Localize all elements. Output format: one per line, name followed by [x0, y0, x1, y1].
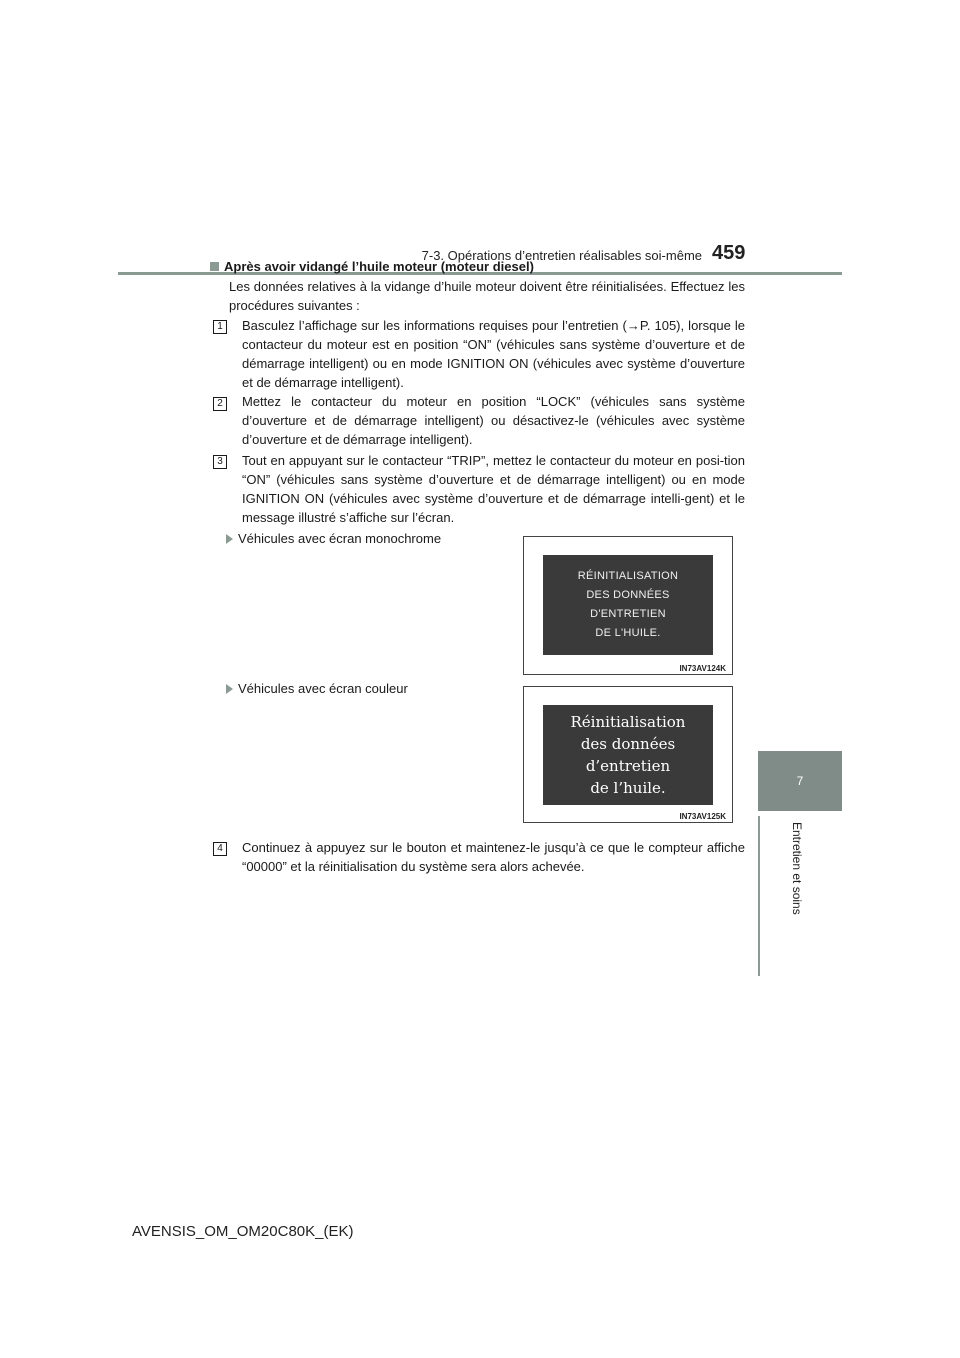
chapter-divider [758, 816, 760, 976]
screen-line: DE L'HUILE. [595, 627, 661, 639]
step-number-1: 1 [213, 320, 227, 334]
variant-label: Véhicules avec écran monochrome [238, 531, 442, 546]
triangle-bullet-icon [226, 684, 233, 694]
monochrome-display-figure [523, 536, 733, 675]
chapter-label: Entretien et soins [790, 822, 804, 915]
section-heading [210, 259, 534, 274]
section-heading-text: Après avoir vidangé l’huile moteur (moteur diesel) [224, 259, 534, 274]
intro-paragraph: Les données relatives à la vidange d’huile moteur doivent être réinitialisées. Effectuez les procédures suivantes : [229, 279, 745, 313]
step-number-2: 2 [213, 397, 227, 411]
square-bullet-icon [210, 262, 219, 271]
screen-line: RÉINITIALISATION [577, 570, 679, 582]
figure-code: IN73AV125K [679, 812, 726, 821]
document-code: AVENSIS_OM_OM20C80K_(EK) [132, 1223, 354, 1240]
color-screen [543, 705, 713, 805]
chapter-number: 7 [796, 774, 804, 788]
screen-line: d’entretien [585, 757, 671, 775]
color-display-figure [523, 686, 733, 823]
screen-line: D'ENTRETIEN [590, 608, 666, 620]
step-text-4: Continuez à appuyez sur le bouton et maintenez-le jusqu’à ce que le compteur affiche “00000” et la réinitialisation du système sera alors achevée. [242, 840, 745, 874]
step-text-2: Mettez le contacteur du moteur en position “LOCK” (véhicules sans système d’ouverture et de démarrage intelligent) ou désactivez-le (véhicules avec système d’ouverture et de démarrage intelligent). [242, 394, 745, 447]
variant-color [226, 681, 408, 696]
variant-label: Véhicules avec écran couleur [238, 681, 408, 696]
figure-code: IN73AV124K [679, 664, 726, 673]
triangle-bullet-icon [226, 534, 233, 544]
screen-line: Réinitialisation [570, 713, 686, 731]
section-title: 7-3. Opérations d’entretien réalisables soi-même [421, 248, 702, 263]
monochrome-screen [543, 555, 713, 655]
page-number: 459 [712, 242, 746, 264]
screen-line: DES DONNÉES [586, 589, 670, 601]
step-text-3: Tout en appuyant sur le contacteur “TRIP”, mettez le contacteur du moteur en posi-tion “ON” (véhicules sans système d’ouverture et de démarrage intelligent) ou en mode IGNITION ON (véhicules avec système d’ouverture et de démarrage intelli-gent) et le message illustré s’affiche sur l’écran. [242, 453, 745, 525]
variant-monochrome [226, 531, 441, 546]
step-number-4: 4 [213, 842, 227, 856]
screen-line: de l’huile. [590, 779, 666, 797]
screen-line: des données [580, 735, 676, 753]
chapter-tab [758, 751, 842, 811]
step-number-3: 3 [213, 455, 227, 469]
step-text-1: Basculez l’affichage sur les informations requises pour l’entretien (→P. 105), lorsque le contacteur du moteur est en position “ON” (véhicules sans système d’ouverture et de démarrage intelligent) ou en mode IGNITION ON (véhicules avec système d’ouverture et de démarrage intelligent). [242, 318, 745, 390]
